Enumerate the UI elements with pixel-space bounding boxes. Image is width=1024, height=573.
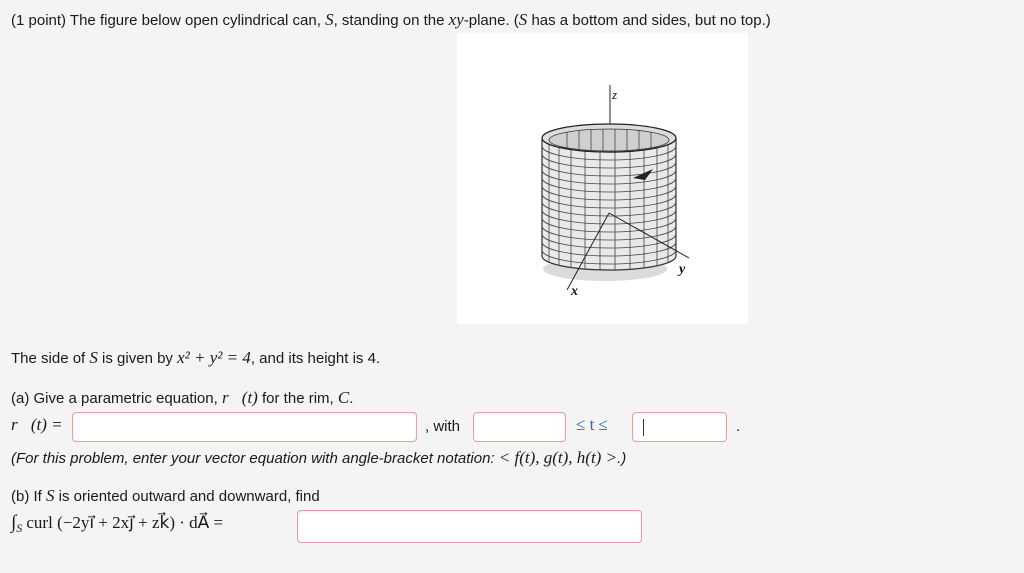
- t-lower-bound-input[interactable]: [473, 412, 566, 442]
- flux-integral-input[interactable]: [297, 510, 642, 543]
- x-axis-label: x: [571, 284, 578, 299]
- angle-bracket-note: (For this problem, enter your vector equation with angle-bracket notation: < f(t), g(t), h(t) >.): [11, 448, 627, 467]
- t-upper-bound-input[interactable]: [632, 412, 727, 442]
- flux-integral-expression: $\int_S$ curl (−2yi⃗ + 2xj⃗ + zk⃗) · dA⃗ =: [11, 512, 224, 535]
- cylinder-figure: [457, 33, 748, 324]
- text-cursor: [643, 419, 644, 436]
- cylinder-illustration: [457, 33, 748, 324]
- side-description: The side of S is given by x² + y² = 4, and its height is 4.: [11, 348, 381, 367]
- z-axis-label: z: [612, 87, 618, 102]
- with-label: , with: [425, 418, 461, 435]
- problem-statement: (1 point) The figure below open cylindrical can, S, standing on the xy-plane. (S has a bottom and sides, but no top.): [11, 10, 771, 29]
- part-b-question: (b) If S is oriented outward and downward, find: [11, 486, 320, 505]
- t-range-label: ≤ t ≤: [576, 415, 608, 434]
- r-equation-label: r⃗(t) =: [11, 415, 63, 434]
- part-a-question: (a) Give a parametric equation, r⃗(t) for the rim, C.: [11, 388, 354, 407]
- y-axis-label: y: [679, 262, 686, 277]
- period-mark: .: [736, 418, 741, 435]
- vector-equation-input[interactable]: [72, 412, 417, 442]
